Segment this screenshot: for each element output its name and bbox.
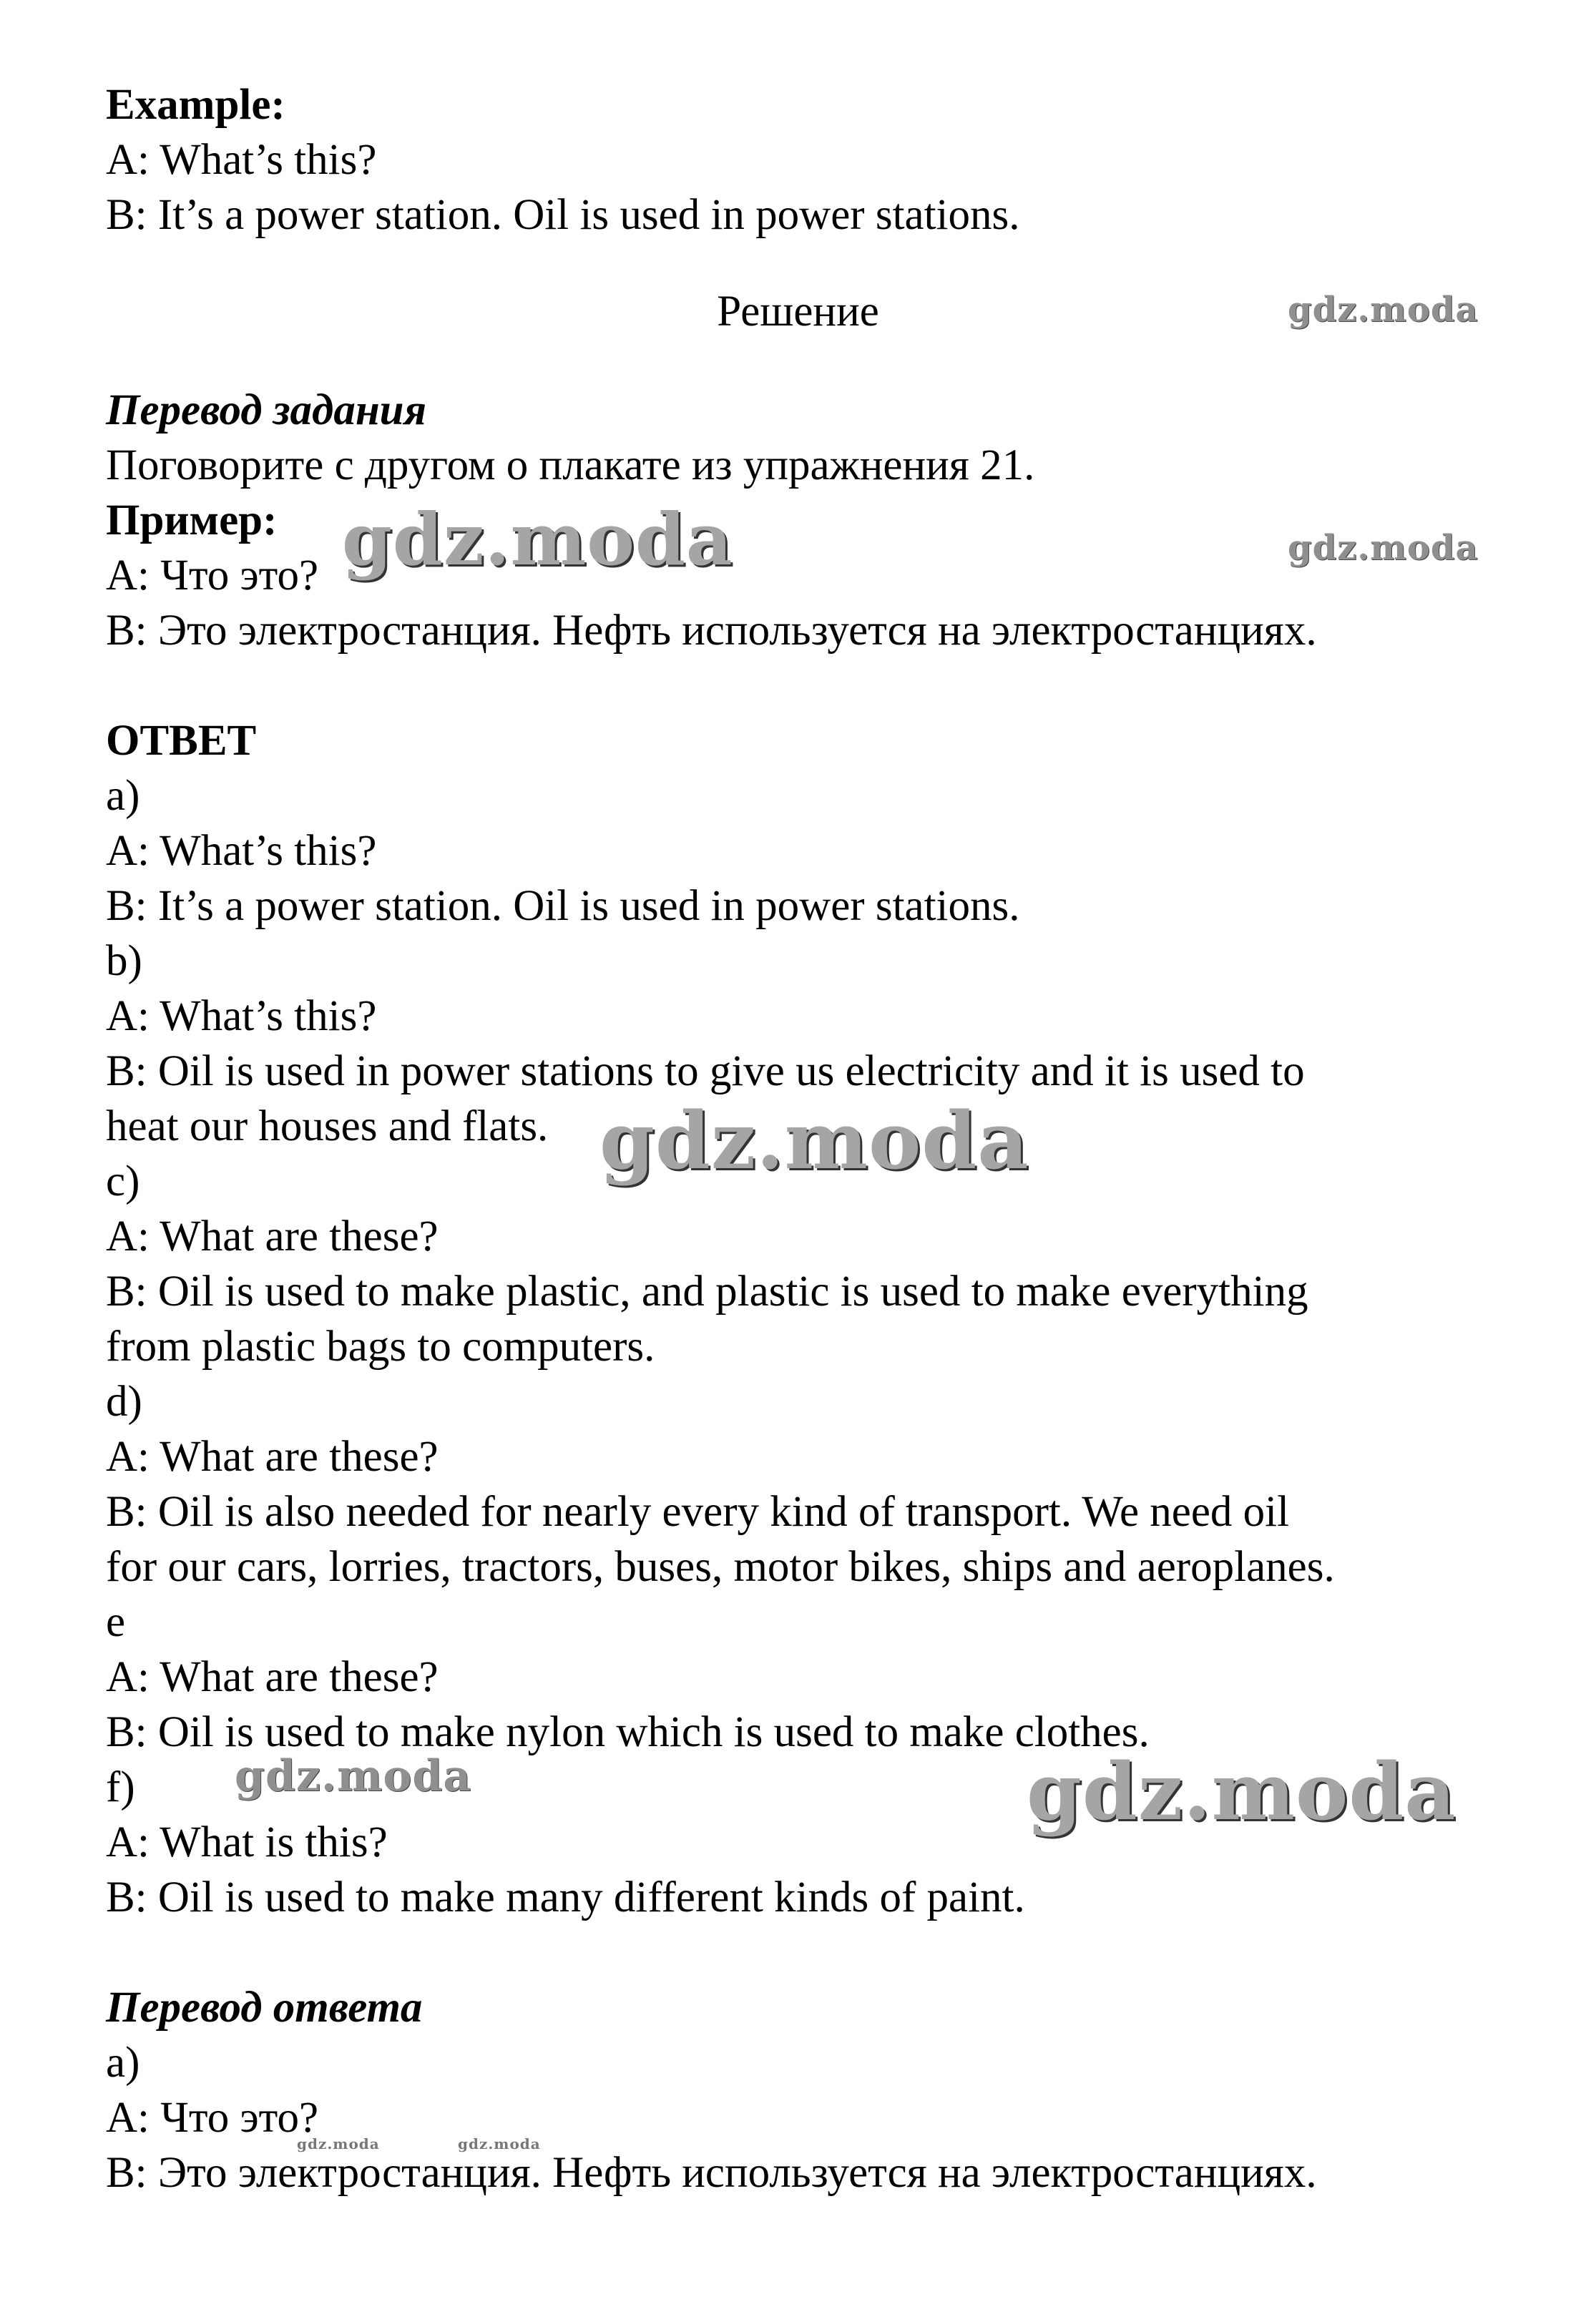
example-line-a: A: What’s this?	[106, 136, 377, 184]
answer-line: B: Oil is used to make many different kinds of paint.	[106, 1873, 1025, 1921]
answer-line: B: Oil is also needed for nearly every kind of transport. We need oil	[106, 1488, 1290, 1536]
answer-translation-line: A: Что это?	[106, 2094, 319, 2142]
answer-heading: ОТВЕТ	[106, 717, 257, 765]
watermark: gdz.moda	[1288, 528, 1479, 568]
answer-line: f)	[106, 1763, 135, 1811]
translation-line-b: B: Это электростанция. Нефть используется на электростанциях.	[106, 607, 1317, 655]
watermark: gdz.moda	[599, 1094, 1029, 1187]
watermark: gdz.moda	[458, 2135, 541, 2152]
answer-line: A: What’s this?	[106, 827, 377, 875]
answer-line: B: It’s a power station. Oil is used in power stations.	[106, 882, 1020, 930]
watermark: gdz.moda	[235, 1751, 472, 1801]
answer-translation-heading: Перевод ответа	[106, 1984, 423, 2032]
answer-line: d)	[106, 1378, 142, 1426]
solution-title: Решение	[717, 288, 879, 335]
answer-line: a)	[106, 772, 140, 820]
example-heading: Example:	[106, 81, 285, 129]
answer-line: A: What are these?	[106, 1653, 439, 1701]
answer-line: c)	[106, 1157, 140, 1205]
watermark: gdz.moda	[342, 497, 733, 582]
answer-line: A: What are these?	[106, 1213, 439, 1260]
example-line-b: B: It’s a power station. Oil is used in power stations.	[106, 191, 1020, 239]
answer-translation-line: B: Это электростанция. Нефть используется на электростанциях.	[106, 2149, 1317, 2197]
answer-line: b)	[106, 937, 142, 985]
translation-task-text: Поговорите с другом о плакате из упражнения 21.	[106, 441, 1035, 489]
translation-example-heading: Пример:	[106, 496, 278, 544]
answer-line: heat our houses and flats.	[106, 1102, 549, 1150]
answer-line: B: Oil is used to make nylon which is used to make clothes.	[106, 1708, 1150, 1756]
answer-line: A: What’s this?	[106, 992, 377, 1040]
watermark: gdz.moda	[1027, 1745, 1457, 1838]
answer-line: for our cars, lorries, tractors, buses, motor bikes, ships and aeroplanes.	[106, 1543, 1335, 1591]
answer-line: e	[106, 1598, 126, 1646]
answer-line: B: Oil is used in power stations to give us electricity and it is used to	[106, 1047, 1305, 1095]
translation-task-heading: Перевод задания	[106, 386, 427, 434]
answer-line: from plastic bags to computers.	[106, 1323, 655, 1371]
answer-line: A: What is this?	[106, 1818, 388, 1866]
answer-line: A: What are these?	[106, 1433, 439, 1481]
watermark: gdz.moda	[1288, 290, 1479, 330]
answer-translation-line: a)	[106, 2039, 140, 2087]
translation-line-a: A: Что это?	[106, 552, 319, 599]
watermark: gdz.moda	[297, 2135, 380, 2152]
answer-line: B: Oil is used to make plastic, and plastic is used to make everything	[106, 1268, 1308, 1316]
